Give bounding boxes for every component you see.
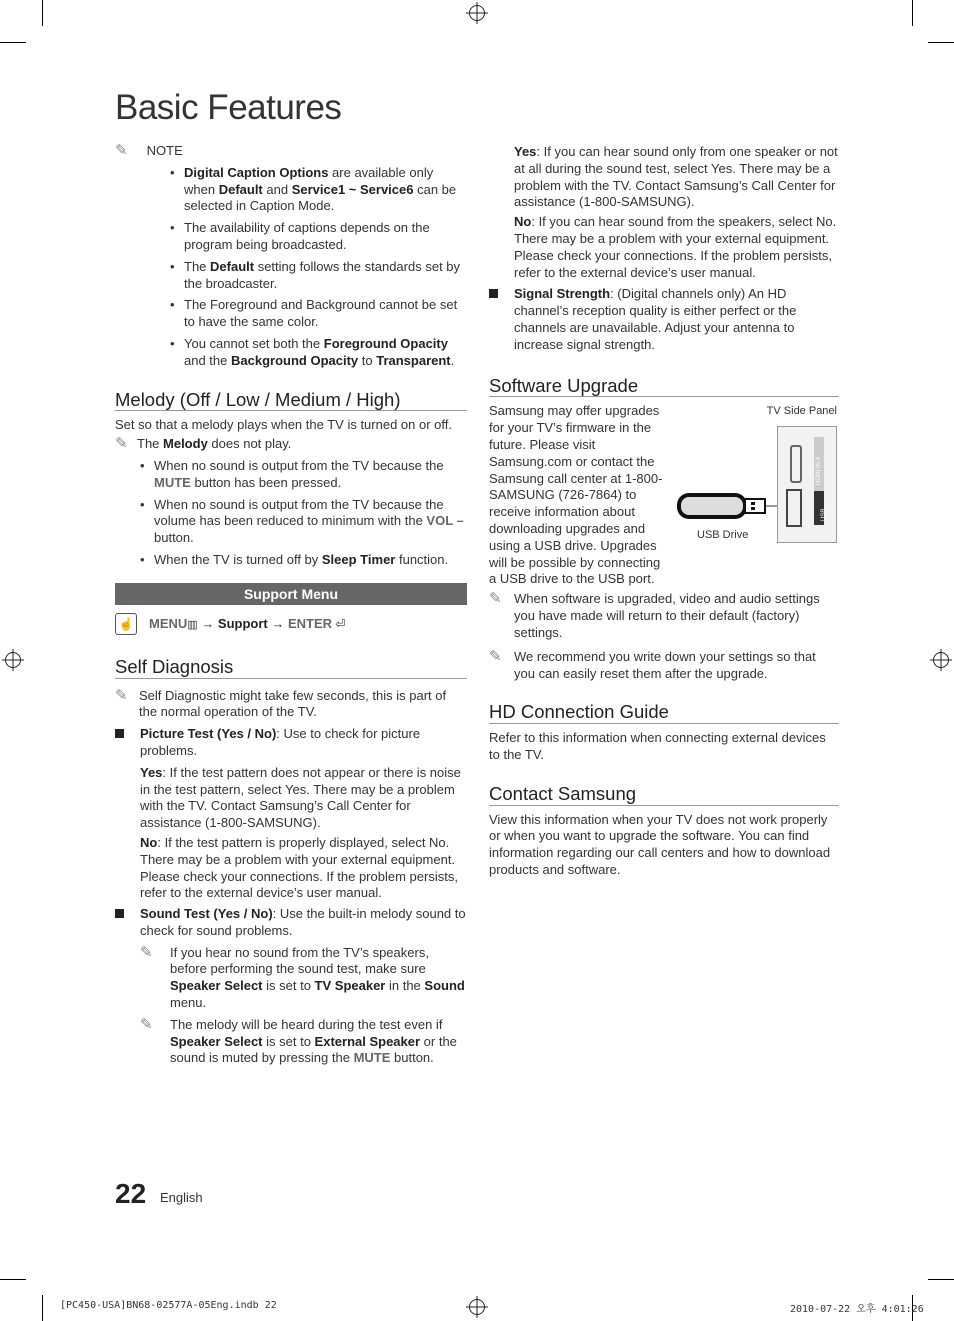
picture-test-yes: Yes: If the test pattern does not appear or there is noise in the test pattern, select Yes. There may be a problem with the TV. Contact Samsung’s Call Center for assistance (1-800-SAMSUNG). bbox=[140, 764, 461, 831]
contact-samsung-heading: Contact Samsung bbox=[489, 786, 839, 806]
enter-icon: ⏎ bbox=[332, 616, 346, 631]
sound-test-note-2: ✎ The melody will be heard during the test even if Speaker Select is set to External Speaker or the sound is muted by pressing the MUTE button. bbox=[140, 1015, 457, 1066]
crop-mark bbox=[928, 1279, 954, 1280]
enter-label: ENTER bbox=[287, 615, 333, 631]
crop-mark bbox=[912, 0, 913, 26]
software-note-1: ✎ When software is upgraded, video and audio settings you have made will return to their default (factory) settings. bbox=[489, 590, 820, 640]
registration-mark-icon bbox=[469, 5, 485, 21]
hd-connection-heading: HD Connection Guide bbox=[489, 704, 839, 724]
note-list-item: • The Foreground and Background cannot be set to have the same color. bbox=[170, 297, 467, 331]
hdmi-port-label: HDMI IN 4 bbox=[816, 457, 822, 486]
picture-test-item: Picture Test (Yes / No): Use to check for picture problems. bbox=[115, 726, 467, 760]
contact-samsung-body: View this information when your TV does not work properly or when you want to upgrade the software. You can find information regarding our call centers and how to download products and software. bbox=[489, 811, 831, 877]
support-menu-bar: Support Menu bbox=[115, 583, 467, 605]
footer-date: 2010-07-22 오후 4:01:26 bbox=[790, 1304, 924, 1315]
page-title: Basic Features bbox=[115, 88, 342, 127]
usb-drive-label: USB Drive bbox=[697, 529, 749, 542]
usb-port-icon bbox=[786, 489, 802, 527]
square-bullet-icon bbox=[489, 289, 498, 298]
tv-side-panel-label: TV Side Panel bbox=[766, 405, 837, 418]
crop-mark bbox=[0, 1279, 26, 1280]
melody-list-item: • When no sound is output from the TV because the volume has been reduced to minimum with the VOL – button. bbox=[140, 497, 467, 547]
sound-test-note-1: ✎ If you hear no sound from the TV’s speakers, before performing the sound test, make sure Speaker Select is set to TV Speaker in the Sound menu. bbox=[140, 943, 465, 1011]
signal-strength-item: Signal Strength: (Digital channels only) An HD channel’s reception quality is either perfect or the channels are unavailable. Adjust your antenna to increase signal strength. bbox=[489, 286, 839, 353]
melody-heading: Melody (Off / Low / Medium / High) bbox=[115, 392, 467, 412]
hdmi-port-icon bbox=[790, 445, 802, 483]
sound-test-item: Sound Test (Yes / No): Use the built-in melody sound to check for sound problems. bbox=[115, 906, 467, 940]
pencil-note-icon: ✎ bbox=[140, 943, 153, 961]
crop-mark bbox=[0, 42, 26, 43]
pencil-note-icon: ✎ bbox=[140, 1015, 153, 1033]
melody-list-item: • When no sound is output from the TV because the MUTE button has been pressed. bbox=[140, 458, 467, 492]
pencil-note-icon: ✎ bbox=[115, 686, 128, 704]
hd-connection-body: Refer to this information when connecting external devices to the TV. bbox=[489, 730, 826, 762]
left-column bbox=[115, 143, 467, 1067]
footer-file: [PC450-USA]BN68-02577A-05Eng.indb 22 bbox=[60, 1300, 277, 1311]
melody-list bbox=[115, 458, 467, 569]
right-column bbox=[489, 144, 839, 879]
usb-port-label: USB bbox=[821, 509, 827, 522]
crop-mark bbox=[42, 1295, 43, 1321]
pencil-note-icon: ✎ bbox=[115, 435, 128, 453]
crop-mark bbox=[42, 0, 43, 26]
note-list-item: • Digital Caption Options are available only when Default and Service1 ~ Service6 can be selected in Caption Mode. bbox=[170, 165, 467, 215]
page-number: 22 bbox=[115, 1178, 147, 1209]
tv-panel-body bbox=[777, 426, 837, 543]
registration-mark-icon bbox=[469, 1299, 485, 1315]
note-list-item: • The Default setting follows the standards set by the broadcaster. bbox=[170, 259, 467, 293]
support-menu-path: ☝ MENU▥ → Support → ENTER ⏎ bbox=[115, 613, 467, 637]
sound-test-no: No: If you can hear sound from the speakers, select No. There may be a problem with your external equipment. Please check your connections. If the problem persists, refer to the external device’s user manual. bbox=[514, 214, 837, 280]
software-note-2: ✎ We recommend you write down your settings so that you can easily reset them after the upgrade. bbox=[489, 647, 816, 681]
software-upgrade-block bbox=[489, 403, 839, 598]
menu-label: MENU bbox=[149, 615, 188, 631]
usb-drive-icon bbox=[677, 491, 777, 521]
pencil-note-icon: ✎ bbox=[489, 647, 502, 665]
registration-mark-icon bbox=[5, 652, 21, 668]
note-label: NOTE bbox=[146, 143, 183, 158]
menu-hand-icon: ☝ bbox=[115, 613, 137, 635]
software-upgrade-body: Samsung may offer upgrades for your TV’s firmware in the future. Please visit Samsung.com or contact the Samsung call center at 1-800-SAMSUNG (726-7864) to receive information about downloading upgrades and using a USB drive. Upgrades will be possible by connecting a USB drive to the USB port. bbox=[489, 403, 663, 587]
registration-mark-icon bbox=[933, 652, 949, 668]
crop-mark bbox=[928, 42, 954, 43]
page-language: English bbox=[160, 1190, 203, 1205]
self-diagnosis-heading: Self Diagnosis bbox=[115, 659, 467, 679]
sound-test-yes: Yes: If you can hear sound only from one speaker or not at all during the sound test, select Yes. There may be a problem with the TV. Contact Samsung’s Call Center for assistance (1-800-SAMSUNG). bbox=[514, 144, 838, 210]
note-list-item: • You cannot set both the Foreground Opacity and the Background Opacity to Transparent. bbox=[170, 336, 467, 370]
note-list bbox=[140, 165, 467, 370]
melody-note: ✎ The Melody does not play. bbox=[115, 435, 292, 453]
software-upgrade-heading: Software Upgrade bbox=[489, 378, 839, 398]
pencil-note-icon: ✎ bbox=[115, 142, 128, 159]
melody-intro: Set so that a melody plays when the TV is turned on or off. bbox=[115, 417, 452, 433]
melody-list-item: • When the TV is turned off by Sleep Timer function. bbox=[140, 552, 467, 569]
self-diagnosis-note: ✎ Self Diagnostic might take few seconds, this is part of the normal operation of the TV. bbox=[115, 686, 447, 720]
note-block bbox=[115, 143, 467, 370]
tv-side-panel-figure bbox=[677, 403, 839, 563]
pencil-note-icon: ✎ bbox=[489, 590, 502, 608]
note-list-item: • The availability of captions depends on the program being broadcasted. bbox=[170, 220, 467, 254]
picture-test-no: No: If the test pattern is properly displayed, select No. There may be a problem with your external equipment. Please check your connections. If the problem persists, refer to the external device’s user manual. bbox=[140, 834, 458, 901]
menu-grid-icon: ▥ bbox=[187, 618, 198, 631]
square-bullet-icon bbox=[115, 909, 124, 918]
square-bullet-icon bbox=[115, 729, 124, 738]
